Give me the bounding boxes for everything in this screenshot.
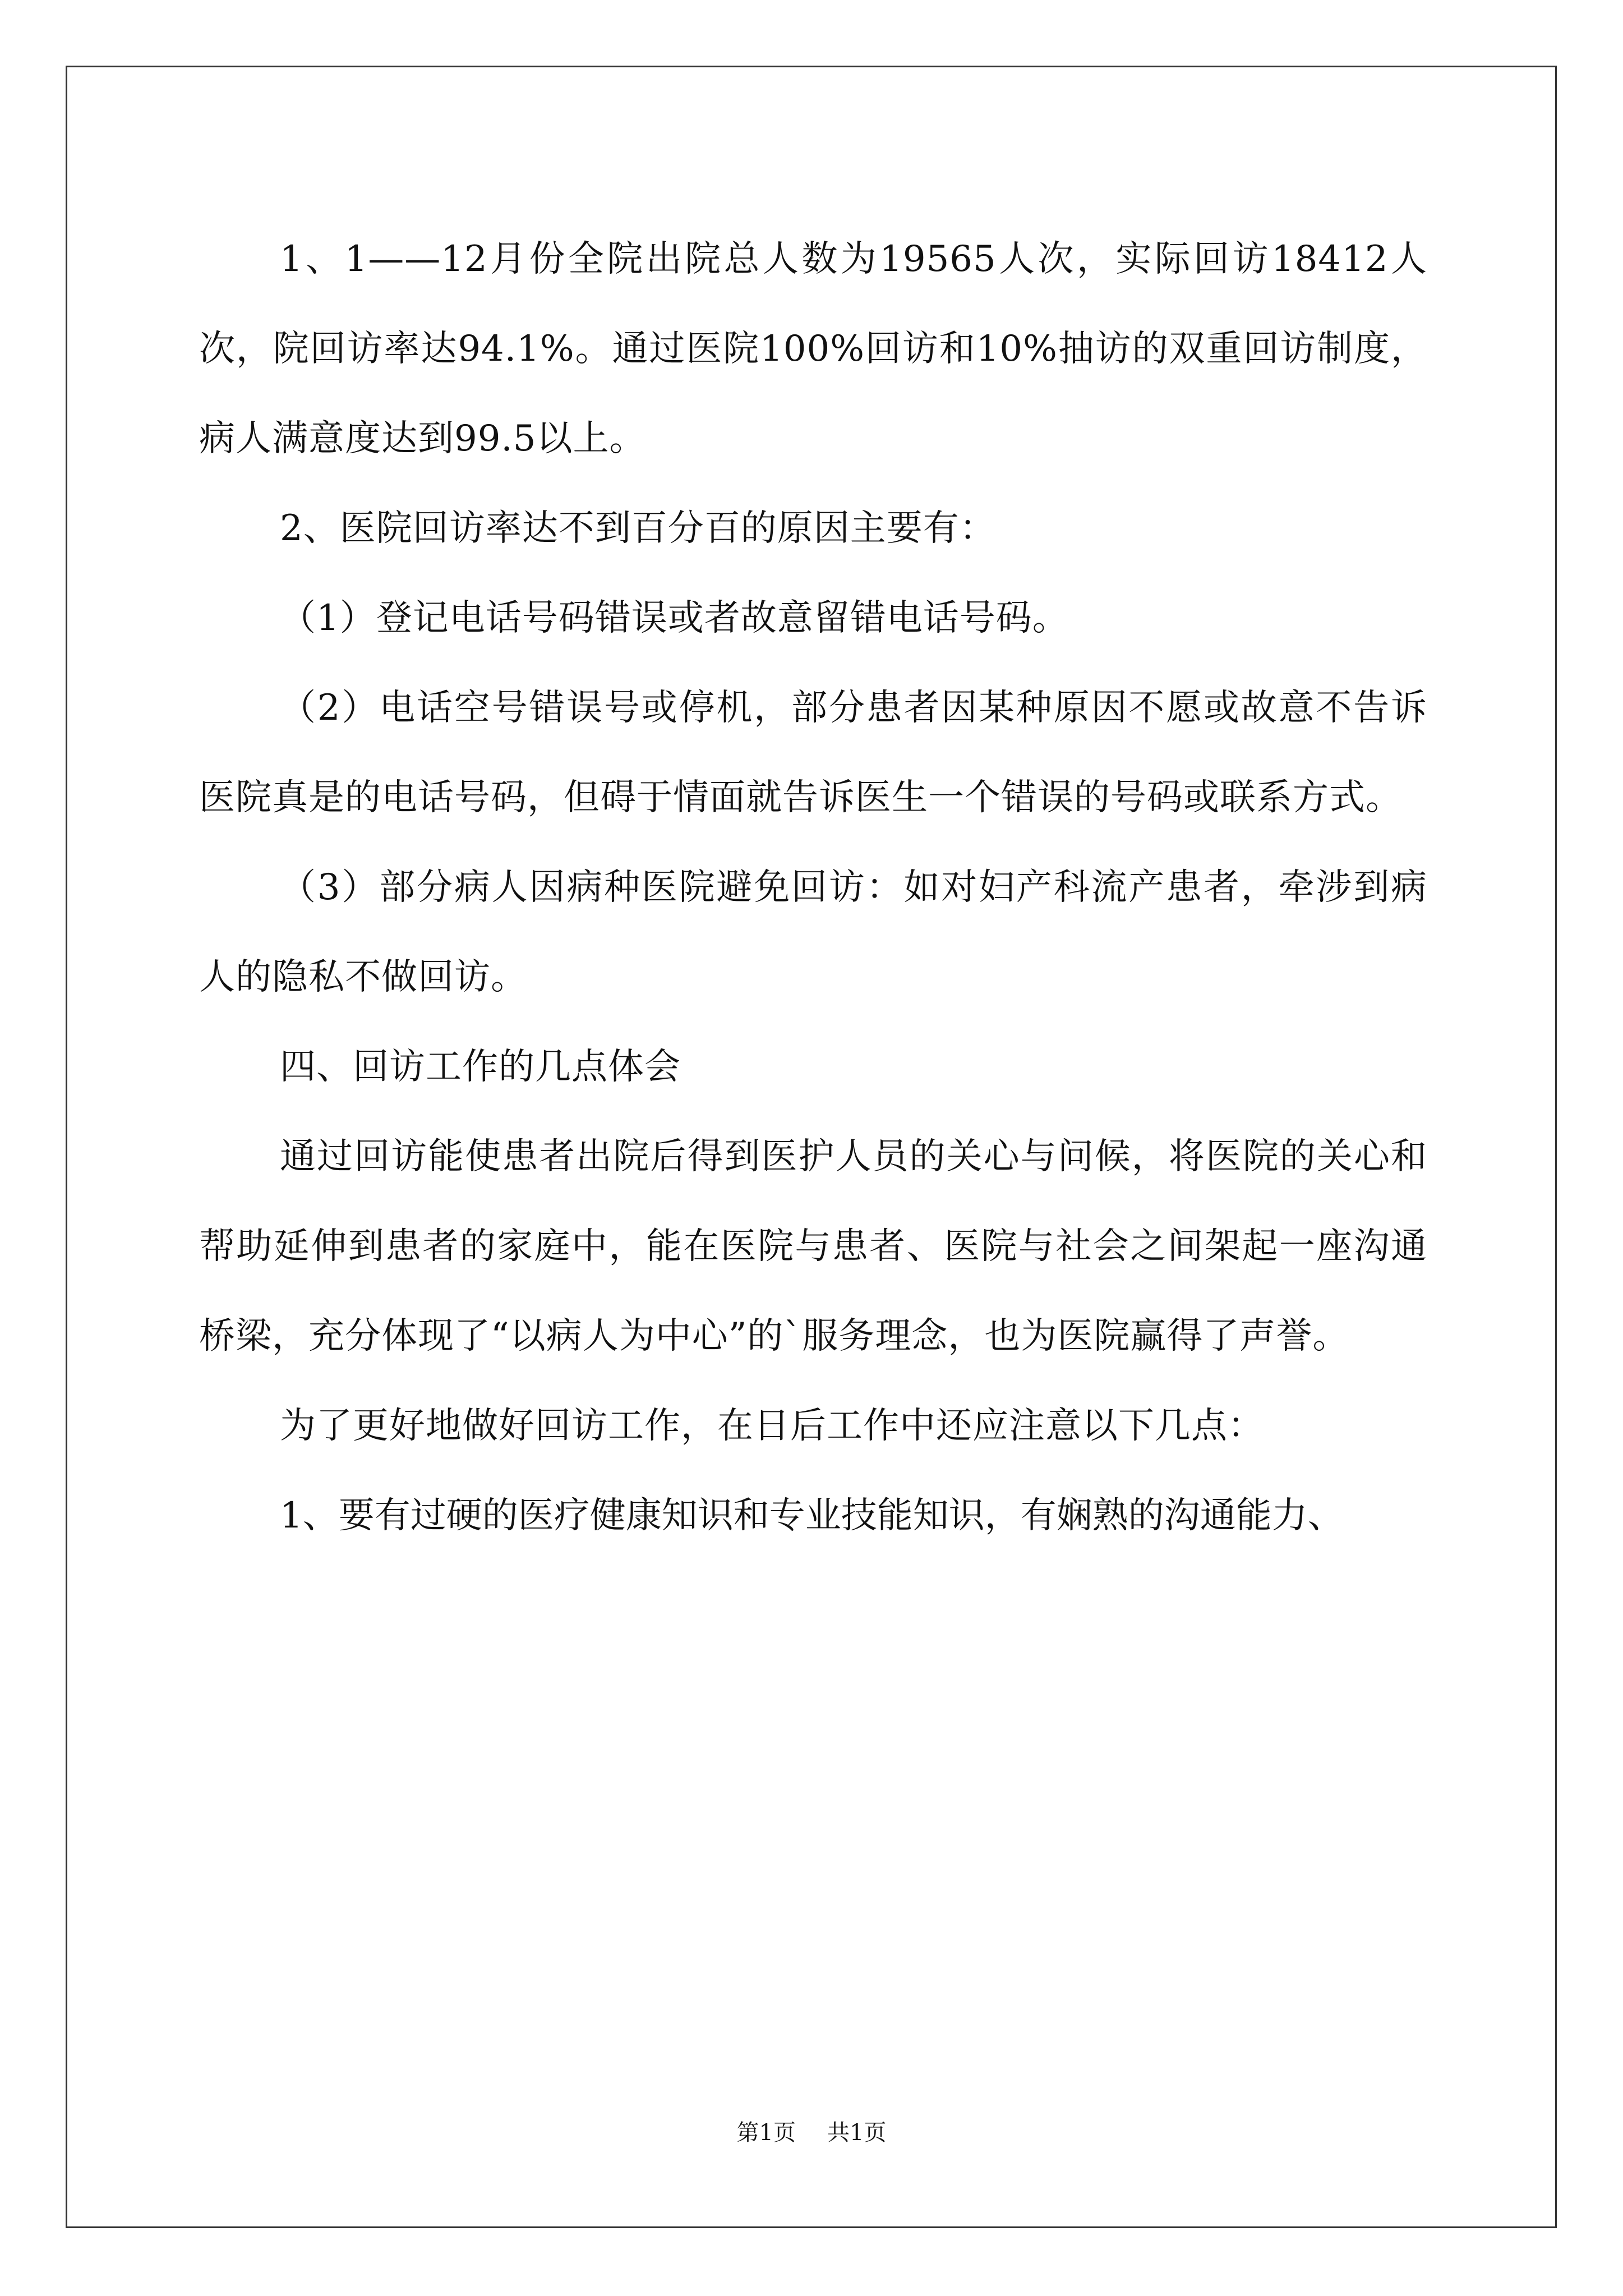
document-body — [199, 214, 1427, 1561]
paragraph-reason-2: （2）电话空号错误号或停机，部分患者因某种原因不愿或故意不告诉医院真是的电话号码，但碍于情面就告诉医生一个错误的号码或联系方式。 — [199, 687, 1427, 818]
paragraph-experience: 通过回访能使患者出院后得到医护人员的关心与问候，将医院的关心和帮助延伸到患者的家庭中，能在医院与患者、医院与社会之间架起一座沟通桥梁，充分体现了“以病人为中心”的`服务理念，也为医院赢得了声誉。 — [199, 1136, 1427, 1357]
page-footer — [0, 2115, 1623, 2147]
paragraph-note-1: 1、要有过硬的医疗健康知识和专业技能知识，有娴熟的沟通能力、 — [280, 1495, 1344, 1536]
paragraph-reasons-heading: 2、医院回访率达不到百分百的原因主要有： — [280, 508, 996, 549]
paragraph-reason-3: （3）部分病人因病种医院避免回访：如对妇产科流产患者，牵涉到病人的隐私不做回访。 — [199, 867, 1427, 998]
paragraph-reason-1: （1）登记电话号码错误或者故意留错电话号码。 — [280, 597, 1069, 639]
page-number: 第1页 — [736, 2120, 796, 2146]
paragraph-notes-intro: 为了更好地做好回访工作，在日后工作中还应注意以下几点： — [280, 1405, 1264, 1447]
paragraph-visit-statistics: 1、1——12月份全院出院总人数为19565人次，实际回访18412人次，院回访率达94.1%。通过医院100%回访和10%抽访的双重回访制度，病人满意度达到99.5以上。 — [199, 238, 1427, 459]
page-total: 共1页 — [827, 2120, 887, 2146]
section-heading-experience: 四、回访工作的几点体会 — [280, 1046, 681, 1088]
